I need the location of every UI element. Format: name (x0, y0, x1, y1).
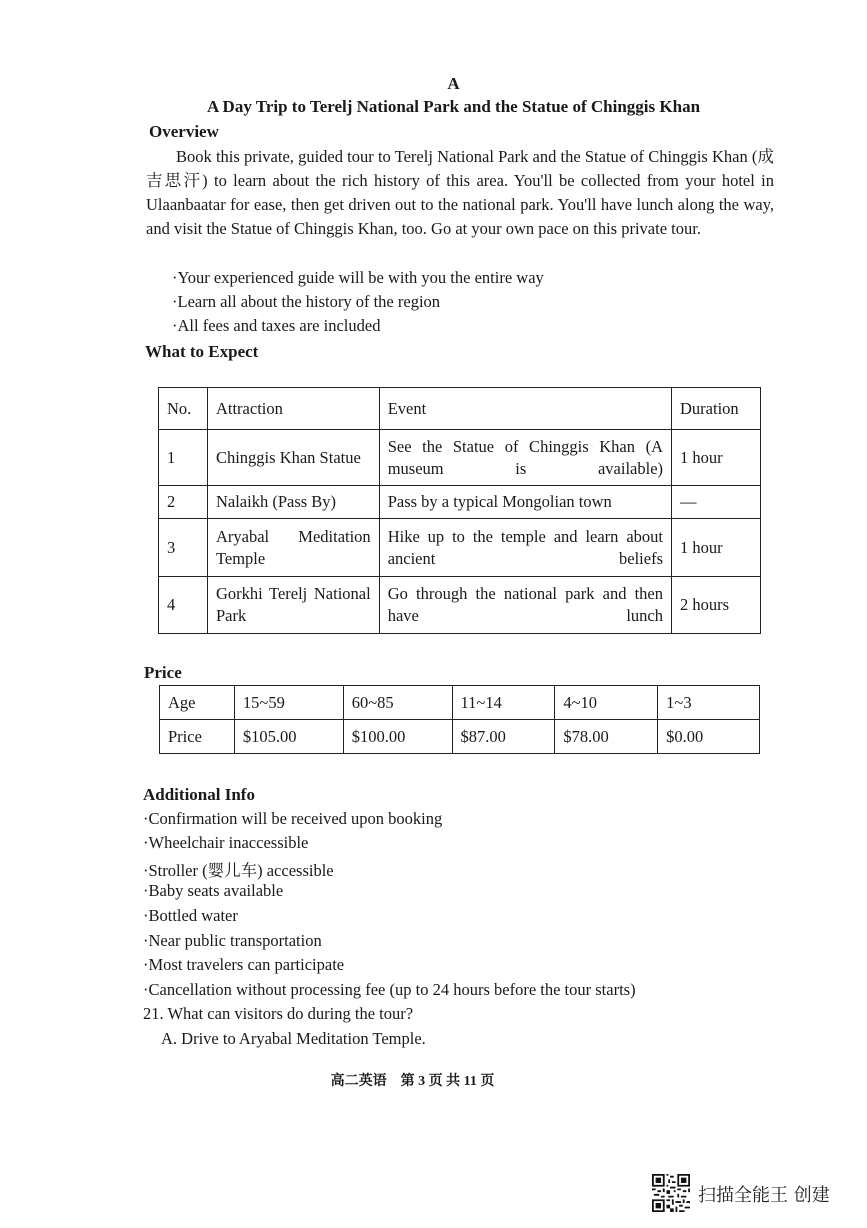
cell-duration: — (672, 486, 761, 519)
section-letter: A (447, 74, 460, 93)
additional-item: ·Confirmation will be received upon booking (143, 809, 443, 828)
additional-item: ·Cancellation without processing fee (up to 24 hours before the tour starts) (143, 980, 636, 999)
price-cell: $105.00 (234, 720, 343, 754)
column-header: Attraction (207, 388, 379, 430)
question-option-a: A. Drive to Aryabal Meditation Temple. (161, 1029, 426, 1048)
price-cell: $87.00 (452, 720, 555, 754)
cell-attraction: Gorkhi Terelj National Park (207, 577, 379, 634)
age-cell: 4~10 (555, 686, 658, 720)
cell-duration: 2 hours (672, 577, 761, 634)
additional-item: ·Stroller (婴儿车) accessible (143, 861, 334, 880)
cell-no: 4 (159, 577, 208, 634)
cell-no: 2 (159, 486, 208, 519)
table-row (159, 519, 761, 577)
cell-duration: 1 hour (672, 430, 761, 486)
cell-event: Go through the national park and then have lunch (379, 577, 671, 634)
overview-bullet: ·Learn all about the history of the region (172, 292, 441, 311)
age-row (160, 686, 760, 720)
question-stem: 21. What can visitors do during the tour? (143, 1004, 414, 1023)
qr-code-icon (652, 1174, 690, 1212)
price-table (159, 685, 760, 754)
additional-item: ·Most travelers can participate (143, 955, 345, 974)
cell-attraction: Nalaikh (Pass By) (207, 486, 379, 519)
age-cell: 60~85 (343, 686, 452, 720)
price-row (160, 720, 760, 754)
additional-item: ·Near public transportation (143, 931, 322, 950)
overview-heading: Overview (149, 122, 219, 141)
column-header: Duration (672, 388, 761, 430)
table-header-row (159, 388, 761, 430)
cell-attraction: Chinggis Khan Statue (207, 430, 379, 486)
column-header: No. (159, 388, 208, 430)
cell-duration: 1 hour (672, 519, 761, 577)
overview-paragraph: Book this private, guided tour to Terelj National Park and the Statue of Chinggis Khan (成吉思汗) to learn about the rich history of this area. You'll be collected from your hotel in Ulaanbaatar for ease, then get driven out to the national park. You'll have lunch along the way, and visit the Statue of Chinggis Khan, too. Go at your own pace on this private tour. (146, 147, 774, 238)
additional-heading: Additional Info (143, 785, 255, 804)
age-cell: 11~14 (452, 686, 555, 720)
additional-item: ·Bottled water (143, 906, 238, 925)
page-footer: 高二英语 第 3 页 共 11 页 (330, 1074, 495, 1089)
price-cell: $78.00 (555, 720, 658, 754)
price-label: Price (160, 720, 235, 754)
cell-no: 3 (159, 519, 208, 577)
itinerary-table (158, 387, 761, 634)
price-heading: Price (144, 663, 182, 682)
cell-no: 1 (159, 430, 208, 486)
overview-bullet: ·All fees and taxes are included (172, 316, 381, 335)
cell-event: See the Statue of Chinggis Khan (A museum is available) (379, 430, 671, 486)
table-row (159, 430, 761, 486)
passage-title: A Day Trip to Terelj National Park and the Statue of Chinggis Khan (206, 97, 701, 116)
scanner-watermark: 扫描全能王 创建 (698, 1185, 830, 1206)
age-label: Age (160, 686, 235, 720)
age-cell: 15~59 (234, 686, 343, 720)
additional-item: ·Baby seats available (143, 881, 284, 900)
cell-event: Hike up to the temple and learn about ancient beliefs (379, 519, 671, 577)
column-header: Event (379, 388, 671, 430)
table-row (159, 486, 761, 519)
age-cell: 1~3 (658, 686, 760, 720)
overview-bullet: ·Your experienced guide will be with you the entire way (172, 268, 544, 287)
cell-attraction: Aryabal Meditation Temple (207, 519, 379, 577)
additional-item: ·Wheelchair inaccessible (143, 833, 309, 852)
price-cell: $100.00 (343, 720, 452, 754)
price-cell: $0.00 (658, 720, 760, 754)
cell-event: Pass by a typical Mongolian town (379, 486, 671, 519)
table-row (159, 577, 761, 634)
expect-heading: What to Expect (145, 342, 259, 361)
